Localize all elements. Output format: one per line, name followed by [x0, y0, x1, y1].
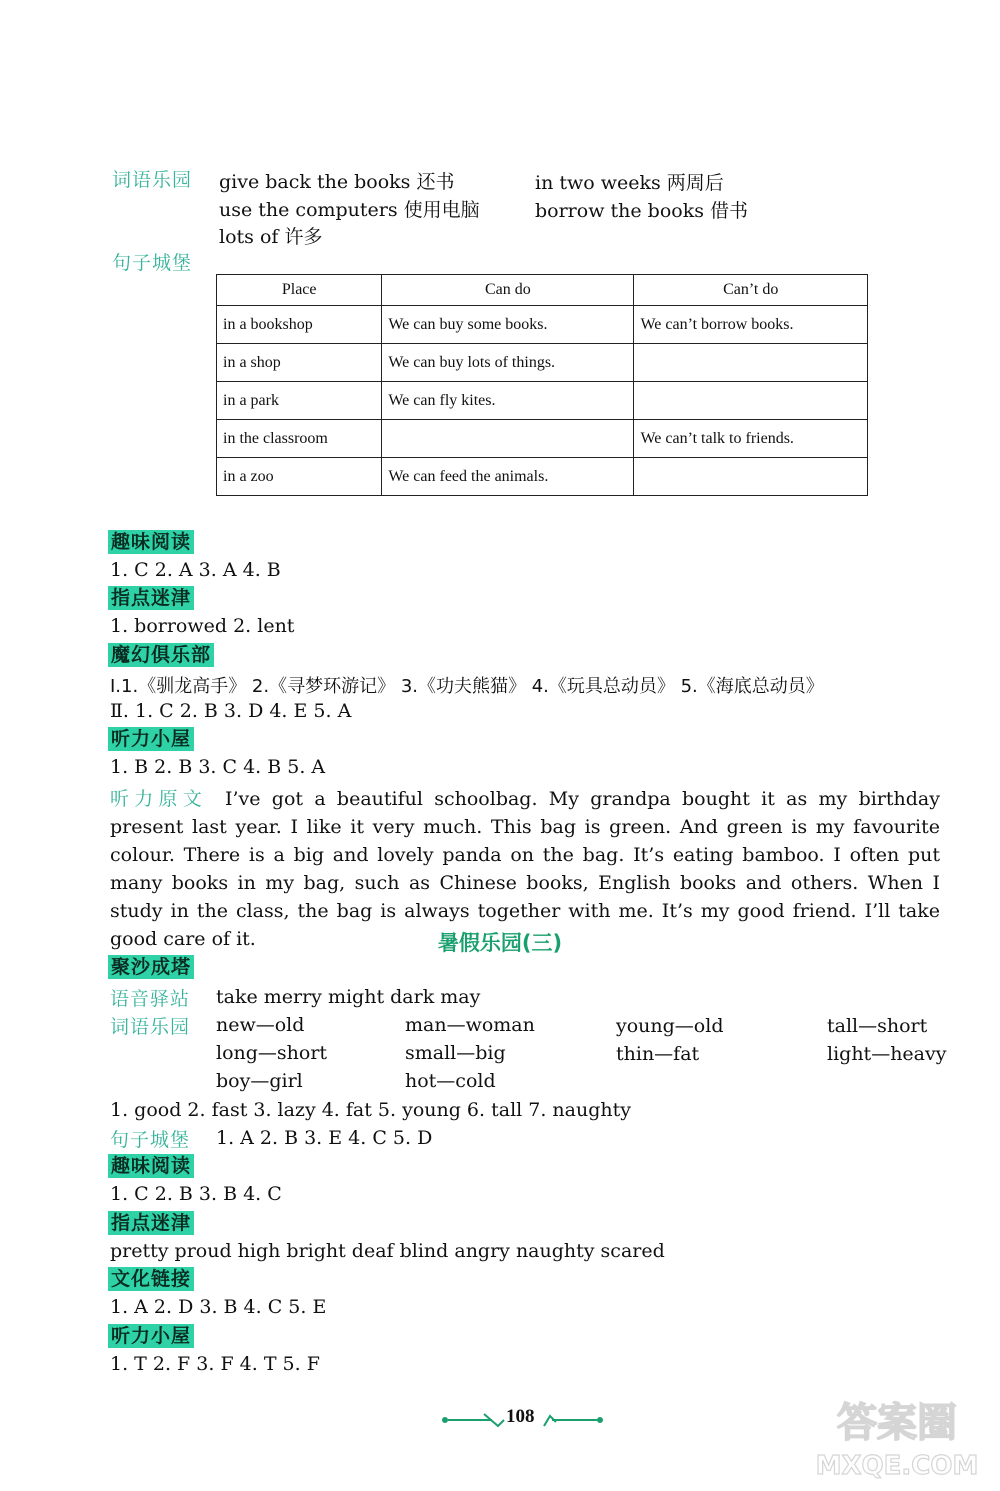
place-table: [216, 274, 868, 496]
phonics-words: take merry might dark may: [216, 986, 481, 1008]
table-row: [217, 382, 868, 420]
vocab-item: borrow the books 借书: [535, 200, 749, 222]
listening-label: 听力小屋: [108, 727, 194, 751]
vocab-label-2: 词语乐园: [110, 1016, 191, 1038]
table-cell: [382, 420, 634, 458]
page-number: 108: [506, 1406, 535, 1427]
tips-answers: 1. borrowed 2. lent: [110, 615, 295, 637]
listening-answers: 1. B 2. B 3. C 4. B 5. A: [110, 756, 326, 778]
table-row: [217, 420, 868, 458]
word-pair: thin—fat: [616, 1043, 700, 1065]
part3-label: 聚沙成塔: [108, 955, 194, 979]
tips-words: pretty proud high bright deaf blind angry naughty scared: [110, 1240, 665, 1262]
listening-answers-2: 1. T 2. F 3. F 4. T 5. F: [110, 1353, 320, 1375]
sentence-answers: 1. A 2. B 3. E 4. C 5. D: [216, 1127, 433, 1149]
reading-label: 趣味阅读: [108, 530, 194, 554]
vocab-item: give back the books 还书: [219, 171, 455, 193]
table-header: Can do: [382, 275, 634, 306]
vocab-item: use the computers 使用电脑: [219, 199, 480, 221]
script-text: I’ve got a beautiful schoolbag. My grandpa bought it as my birthday present last year. I like it very much. This bag is green. And green is my favourite colour. There is a big and lovely panda on the bag. It’s eating bamboo. I often put many books in my bag, such as Chinese books, English books and others. When I study in the class, the bag is always together with me. It’s my good friend. I’ll take good care of it.: [110, 788, 940, 950]
table-cell: in the classroom: [217, 420, 382, 458]
table-header-row: [217, 275, 868, 306]
table-header: Place: [217, 275, 382, 306]
table-cell: We can’t borrow books.: [634, 306, 868, 344]
table-cell: in a bookshop: [217, 306, 382, 344]
table-cell: in a zoo: [217, 458, 382, 496]
sentence-label-2: 句子城堡: [110, 1129, 191, 1151]
tips-label: 指点迷津: [108, 586, 194, 610]
word-pair: new—old: [216, 1014, 305, 1036]
word-pair: young—old: [616, 1015, 724, 1037]
reading-answers: 1. C 2. A 3. A 4. B: [110, 559, 281, 581]
tips-label-2: 指点迷津: [108, 1211, 194, 1235]
table-cell: [634, 458, 868, 496]
table-cell: We can buy some books.: [382, 306, 634, 344]
page-footer: [440, 1406, 605, 1432]
vocab-item: lots of 许多: [219, 226, 323, 248]
table-cell: in a shop: [217, 344, 382, 382]
reading-label-2: 趣味阅读: [108, 1154, 194, 1178]
table-cell: We can’t talk to friends.: [634, 420, 868, 458]
phonics-label: 语音驿站: [110, 988, 191, 1010]
word-pair: boy—girl: [216, 1070, 303, 1092]
word-pair: tall—short: [827, 1015, 928, 1037]
table-cell: We can fly kites.: [382, 382, 634, 420]
table-row: [217, 306, 868, 344]
table-cell: in a park: [217, 382, 382, 420]
table-cell: [634, 344, 868, 382]
magic-line-2: Ⅱ. 1. C 2. B 3. D 4. E 5. A: [110, 700, 352, 722]
word-pair: small—big: [405, 1042, 506, 1064]
culture-label: 文化链接: [108, 1267, 194, 1291]
word-pair: light—heavy: [827, 1043, 947, 1065]
watermark-logo-icon: [802, 1388, 992, 1483]
table-row: [217, 344, 868, 382]
word-pair: hot—cold: [405, 1070, 496, 1092]
watermark-bottom: MXQE.COM: [815, 1451, 979, 1481]
table-cell: We can feed the animals.: [382, 458, 634, 496]
magic-line-1: Ⅰ.1.《驯龙高手》 2.《寻梦环游记》 3.《功夫熊猫》 4.《玩具总动员》 5.《海底总动员》: [110, 676, 824, 697]
sentence-label: 句子城堡: [112, 252, 193, 274]
word-pair: long—short: [216, 1042, 328, 1064]
reading-answers-2: 1. C 2. B 3. B 4. C: [110, 1183, 282, 1205]
table-cell: We can buy lots of things.: [382, 344, 634, 382]
word-pair: man—woman: [405, 1014, 535, 1036]
watermark: [802, 1388, 992, 1483]
culture-answers: 1. A 2. D 3. B 4. C 5. E: [110, 1296, 327, 1318]
table-row: [217, 458, 868, 496]
table-header: Can’t do: [634, 275, 868, 306]
section-title: 暑假乐园(三): [437, 931, 563, 955]
fill-answers: 1. good 2. fast 3. lazy 4. fat 5. young 6. tall 7. naughty: [110, 1099, 631, 1121]
magic-label: 魔幻俱乐部: [108, 643, 214, 667]
vocab-label: 词语乐园: [112, 169, 193, 191]
table-cell: [634, 382, 868, 420]
script-label: 听力原文: [110, 788, 207, 810]
listening-label-2: 听力小屋: [108, 1324, 194, 1348]
vocab-item: in two weeks 两周后: [535, 172, 724, 194]
watermark-top: 答案圈: [837, 1400, 957, 1446]
